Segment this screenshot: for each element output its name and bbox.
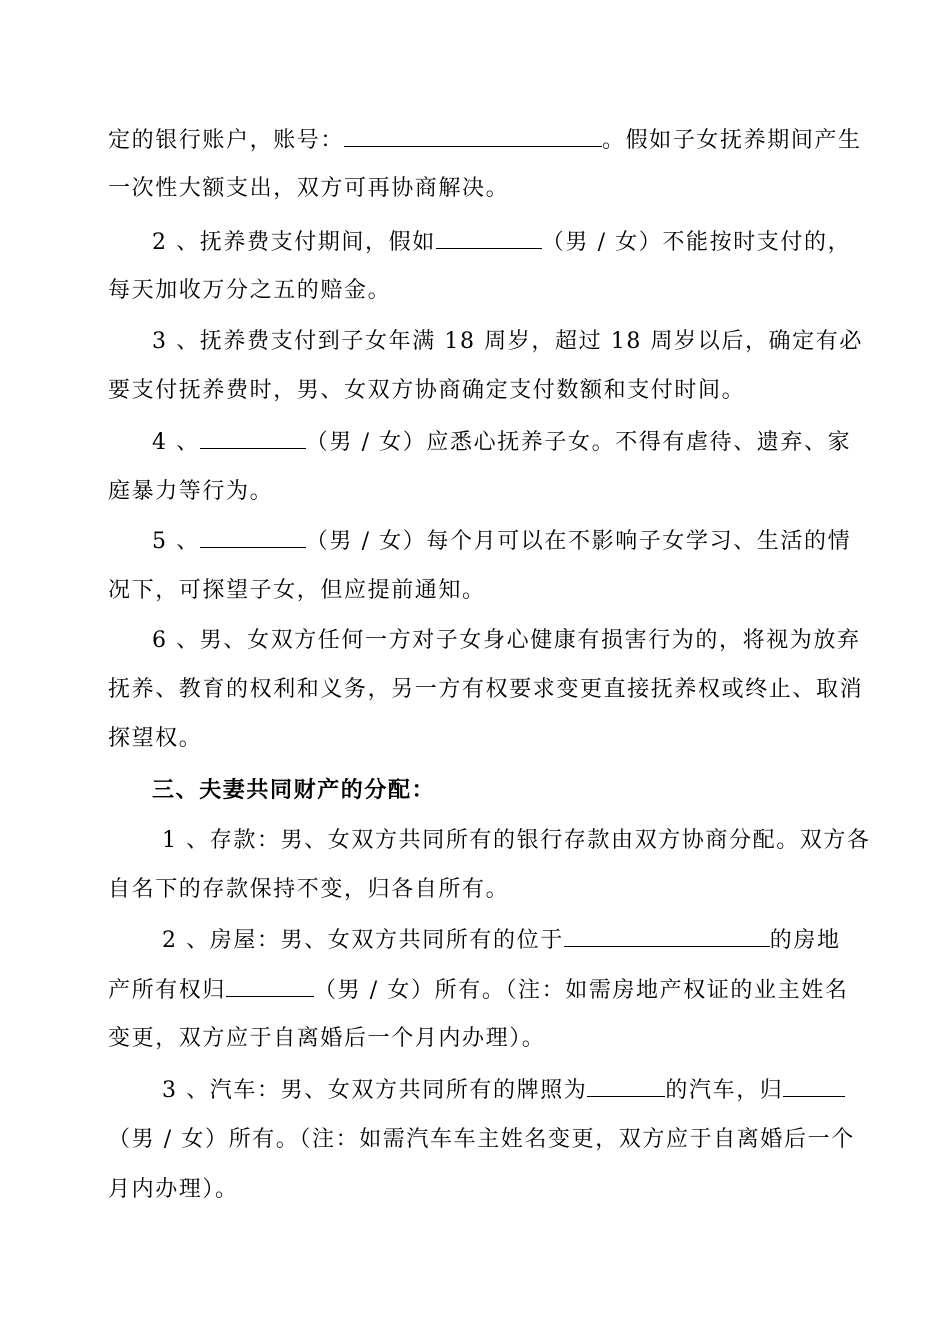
text-line: 抚养、教育的权利和义务，另一方有权要求变更直接抚养权或终止、取消 (108, 677, 864, 702)
text-segment: （男 / 女）每个月可以在不影响子女学习、生活的情 (305, 529, 852, 554)
text-segment: 的房地 (769, 928, 841, 953)
text-segment: （男 / 女）所有。（注：如需房地产权证的业主姓名 (314, 978, 849, 1003)
text-line (108, 1076, 892, 1105)
text-line (108, 976, 849, 1005)
text-line (108, 428, 882, 457)
text-line: 1 、存款：男、女双方共同所有的银行存款由双方协商分配。双方各 (162, 828, 871, 853)
property-owner-blank (226, 976, 314, 997)
section-heading: 三、夫妻共同财产的分配： (152, 777, 436, 803)
text-line: 探望权。 (108, 726, 203, 751)
text-line: 一次性大额支出，双方可再协商解决。 (108, 176, 510, 201)
text-line: 3 、抚养费支付到子女年满 18 周岁，超过 18 周岁以后，确定有必 (152, 329, 863, 354)
property-location-blank (564, 926, 770, 947)
text-segment: 。假如子女抚养期间产生 (602, 128, 862, 153)
text-line (108, 527, 882, 556)
text-line (108, 126, 862, 155)
text-segment: 2 、抚养费支付期间，假如 (152, 230, 436, 255)
text-line (108, 228, 882, 257)
license-plate-blank (587, 1076, 665, 1097)
text-line: 庭暴力等行为。 (108, 479, 274, 504)
text-line: 况下，可探望子女，但应提前通知。 (108, 578, 486, 603)
text-segment: 产所有权归 (108, 978, 227, 1003)
text-segment: （男 / 女）不能按时支付的， (541, 230, 852, 255)
text-segment: 定的银行账户，账号： (108, 128, 345, 153)
visitor-blank (200, 527, 306, 548)
text-line (108, 926, 892, 955)
car-owner-blank (783, 1076, 845, 1097)
text-line: 自名下的存款保持不变，归各自所有。 (108, 877, 510, 902)
text-line: 要支付抚养费时，男、女双方协商确定支付数额和支付时间。 (108, 378, 746, 403)
text-segment: 4 、 (152, 430, 200, 455)
text-line: 每天加收万分之五的赔金。 (108, 278, 392, 303)
text-line: （男 / 女）所有。（注：如需汽车车主姓名变更，双方应于自离婚后一个 (108, 1127, 855, 1152)
text-segment: 的汽车，归 (665, 1078, 784, 1103)
account-number-blank (344, 126, 602, 147)
payer-blank (436, 228, 542, 249)
text-segment: 2 、房屋：男、女双方共同所有的位于 (162, 928, 564, 953)
custodian-blank (200, 428, 306, 449)
text-segment: 3 、汽车：男、女双方共同所有的牌照为 (162, 1078, 588, 1103)
text-line: 月内办理）。 (108, 1177, 239, 1202)
text-line: 变更，双方应于自离婚后一个月内办理）。 (108, 1026, 546, 1051)
text-segment: （男 / 女）应悉心抚养子女。不得有虐待、遗弃、家 (305, 430, 852, 455)
text-line: 6 、男、女双方任何一方对子女身心健康有损害行为的，将视为放弃 (152, 628, 861, 653)
text-segment: 5 、 (152, 529, 200, 554)
